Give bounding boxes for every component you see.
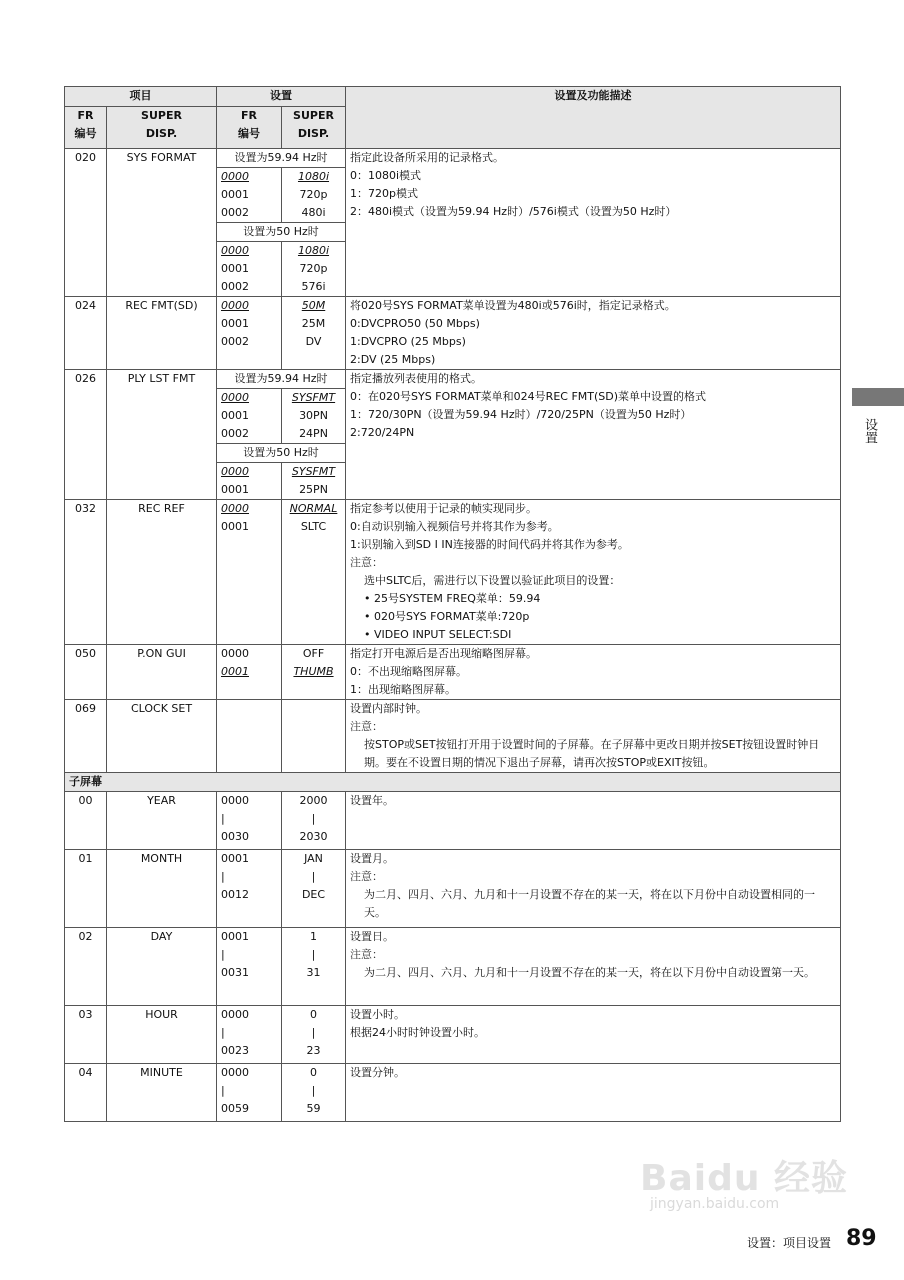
desc-pongui: 指定打开电源后是否出现缩略图屏幕。 0：不出现缩略图屏幕。 1：出现缩略图屏幕。	[346, 645, 841, 700]
header-set-fr-no: FR 编号	[217, 107, 282, 149]
desc-recref: 指定参考以使用于记录的帧实现同步。 0:自动识别输入视频信号并将其作为参考。 1:识别输入到SD I IN连接器的时间代码并将其作为参考。 注意： 选中SLTC后，需进行以下设置以验证此项目的设置： • 25号SYSTEM FREQ菜单：59.94 • 020号SYS FORMAT菜单:720p • VIDEO INPUT SELECT:SDI	[346, 500, 841, 645]
table-row: 026 PLY LST FMT 设置为59.94 Hz时 指定播放列表使用的格式。 0：在020号SYS FORMAT菜单和024号REC FMT(SD)菜单中设置的格式 1：720/30PN（设置为59.94 Hz时）/720/25PN（设置为50 Hz时） 2:720/24PN	[65, 370, 841, 389]
table-row: 024 REC FMT(SD) 0000 0001 0002 50M 25M DV 将020号SYS FORMAT菜单设置为480i或576i时，指定记录格式。 0:DVCPRO50 (50 Mbps) 1:DVCPRO (25 Mbps) 2:DV (25 Mbps)	[65, 297, 841, 370]
header-setting: 设置	[217, 87, 346, 107]
side-section-label: 设置	[862, 418, 877, 444]
header-super-disp: SUPER DISP.	[107, 107, 217, 149]
table-row: 04 MINUTE 0000 | 0059 0 | 59 设置分钟。	[65, 1064, 841, 1122]
table-row: 01 MONTH 0001 | 0012 JAN | DEC 设置月。 注意： 为二月、四月、六月、九月和十一月设置不存在的某一天，将在以下月份中自动设置相同的一天。	[65, 850, 841, 928]
table-row: 00 YEAR 0000 | 0030 2000 | 2030 设置年。	[65, 792, 841, 850]
table-row: 03 HOUR 0000 | 0023 0 | 23 设置小时。 根据24小时时钟设置小时。	[65, 1006, 841, 1064]
side-tab-marker	[852, 388, 904, 406]
desc-plylst: 指定播放列表使用的格式。 0：在020号SYS FORMAT菜单和024号REC FMT(SD)菜单中设置的格式 1：720/30PN（设置为59.94 Hz时）/720/25PN（设置为50 Hz时） 2:720/24PN	[346, 370, 841, 500]
settings-table: 项目 设置 设置及功能描述 FR 编号 SUPER DISP. FR 编号 SUPER DISP. 020 SYS FORMAT 设置为59.94 Hz时 指定此设备所采用的记录格式。 0：1080i模式 1：720p模式 2：480i模式（设置为59.94 Hz时）/576i模式（设置为50 Hz时） 0000 0001 0002 1080i 720p 480i 设置为50 Hz时 0000 0001 0002 1080i 720p 576i 024 REC FMT(SD) 0000 0001 0002 50M 25M DV 将020号SYS FORMAT菜单设置为480i或576i时，指定记录格式。 0:DVCPRO50 (50 Mbps) 1:DVCPRO (25 Mbps) 2:DV (25 Mbps) 026 PLY LST FMT 设置为59.94 Hz时 指定播放列表使用的格式。 0：在020号SYS FORMAT菜单和024号REC FMT(SD)菜单中设置的格式 1：720/30PN（设置为59.94 Hz时）/720/25PN（设置为50 Hz时） 2:720/24PN 0000 0001 0002 SYSFMT 30PN 24PN 设置为50 Hz时 0000 0001 SYSFMT 25PN 032 REC REF 0000 0001 NORMAL SLTC 指定参考以使用于记录的帧实现同步。 0:自动识别输入视频信号并将其作为参考。 1:识别输入到SD I IN连接器的时间代码并将其作为参考。 注意： 选中SLTC后，需进行以下设置以验证此项目的设置： • 25号SYSTEM FREQ菜单：59.94 • 020号SYS FORMAT菜单:720p • VIDEO INPUT SELECT:SDI 050 P.ON GUI 0000 0001 OFF THUMB 指定打开电源后是否出现缩略图屏幕。 0：不出现缩略图屏幕。 1：出现缩略图屏幕。 069 CLOCK SET 设置内部时钟。 注意： 按STOP或SET按钮打开用于设置时间的子屏幕。在子屏幕中更改日期并按SET按钮设置时钟日期。要在不设置日期的情况下退出子屏幕，请再次按STOP或EXIT按钮。 子屏幕 00 YEAR 0000 | 0030 2000 | 2030 设置年。 01 MONTH 0001 | 0012 JAN | DEC 设置月。 注意： 为二月、四月、六月、九月和十一月设置不存在的某一天，将在以下月份中自动设置相同的一天。 02 DAY 0001 | 0031 1 | 31 设置日。 注意： 为二月、四月、六月、九月和十一月设置不存在的某一天，将在以下月份中自动设置第一天。 03 HOUR 0000 | 0023 0 | 23 设置小时。 根据24小时时钟设置小时。 04 MINUTE 0000 | 0059 0 | 59 设置分钟。	[64, 86, 841, 1122]
table-row: 050 P.ON GUI 0000 0001 OFF THUMB 指定打开电源后是否出现缩略图屏幕。 0：不出现缩略图屏幕。 1：出现缩略图屏幕。	[65, 645, 841, 700]
watermark-url: jingyan.baidu.com	[650, 1196, 780, 1212]
desc-sysformat: 指定此设备所采用的记录格式。 0：1080i模式 1：720p模式 2：480i模式（设置为59.94 Hz时）/576i模式（设置为50 Hz时）	[346, 149, 841, 297]
footer-section-title: 设置：项目设置	[747, 1236, 832, 1250]
header-desc: 设置及功能描述	[346, 87, 841, 149]
table-row: 032 REC REF 0000 0001 NORMAL SLTC 指定参考以使用于记录的帧实现同步。 0:自动识别输入视频信号并将其作为参考。 1:识别输入到SD I IN连接器的时间代码并将其作为参考。 注意： 选中SLTC后，需进行以下设置以验证此项目的设置： • 25号SYSTEM FREQ菜单：59.94 • 020号SYS FORMAT菜单:720p • VIDEO INPUT SELECT:SDI	[65, 500, 841, 645]
section-sub-screen: 子屏幕	[65, 773, 841, 792]
table-row: 02 DAY 0001 | 0031 1 | 31 设置日。 注意： 为二月、四月、六月、九月和十一月设置不存在的某一天，将在以下月份中自动设置第一天。	[65, 928, 841, 1006]
table-row: 020 SYS FORMAT 设置为59.94 Hz时 指定此设备所采用的记录格式。 0：1080i模式 1：720p模式 2：480i模式（设置为59.94 Hz时）/576i模式（设置为50 Hz时）	[65, 149, 841, 168]
desc-recfmt: 将020号SYS FORMAT菜单设置为480i或576i时，指定记录格式。 0:DVCPRO50 (50 Mbps) 1:DVCPRO (25 Mbps) 2:DV (25 Mbps)	[346, 297, 841, 370]
desc-clockset: 设置内部时钟。 注意： 按STOP或SET按钮打开用于设置时间的子屏幕。在子屏幕中更改日期并按SET按钮设置时钟日期。要在不设置日期的情况下退出子屏幕，请再次按STOP或EXIT按钮。	[346, 700, 841, 773]
watermark-logo: Baidu 经验	[640, 1158, 849, 1199]
table-row: 069 CLOCK SET 设置内部时钟。 注意： 按STOP或SET按钮打开用于设置时间的子屏幕。在子屏幕中更改日期并按SET按钮设置时钟日期。要在不设置日期的情况下退出子屏幕，请再次按STOP或EXIT按钮。	[65, 700, 841, 773]
header-set-super-disp: SUPER DISP.	[282, 107, 346, 149]
header-fr-no: FR 编号	[65, 107, 107, 149]
header-item: 项目	[65, 87, 217, 107]
page-number: 89	[846, 1226, 877, 1251]
